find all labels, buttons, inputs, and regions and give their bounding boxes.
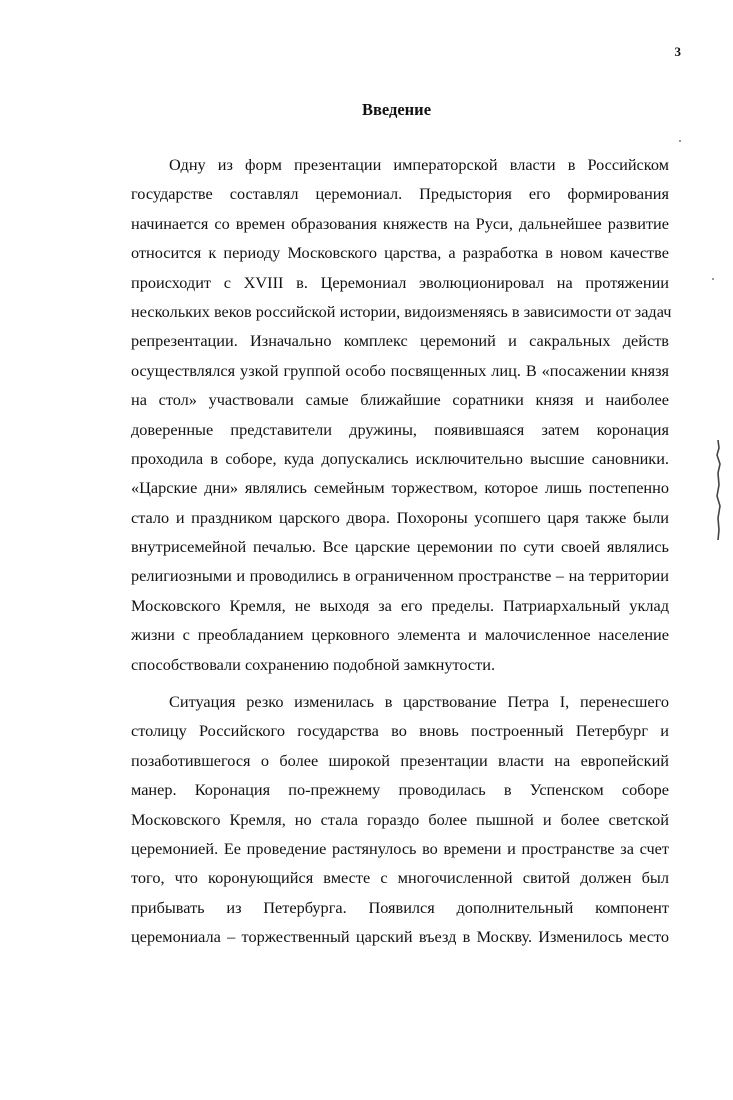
text-line: манер. Коронация по-прежнему проводилась в Успенском соборе xyxy=(131,780,669,800)
scan-speck xyxy=(712,278,714,280)
text-line: происходит с XVIII в. Церемониал эволюционировал на протяжении xyxy=(131,272,669,292)
margin-scan-mark xyxy=(715,440,722,540)
page-number: 3 xyxy=(674,44,681,59)
text-line: нескольких веков российской истории, видоизменяясь в зависимости от задач xyxy=(131,301,672,321)
text-line: способствовали сохранению подобной замкнутости. xyxy=(131,654,496,674)
text-line: прибывать из Петербурга. Появился дополнительный компонент xyxy=(131,897,669,917)
text-line: жизни с преобладанием церковного элемента и малочисленное население xyxy=(131,625,669,645)
text-line: проходила в соборе, куда допускались исключительно высшие сановники. xyxy=(131,448,669,468)
text-line: «Царские дни» являлись семейным торжеством, которое лишь постепенно xyxy=(131,478,669,498)
text-line: на стол» участвовали самые ближайшие соратники князя и наиболее xyxy=(131,390,669,410)
text-line: церемонией. Ее проведение растянулось во времени и пространстве за счет xyxy=(131,838,669,858)
text-line: репрезентации. Изначально комплекс церемоний и сакральных действ xyxy=(131,331,669,351)
text-line: Московского Кремля, но стала гораздо более пышной и более светской xyxy=(131,809,669,829)
text-line: столицу Российского государства во вновь построенный Петербург и xyxy=(131,721,669,741)
scan-speck xyxy=(679,140,681,142)
text-line: церемониала – торжественный царский въезд в Москву. Изменилось место xyxy=(131,927,669,947)
text-line: государстве составлял церемониал. Предыстория его формирования xyxy=(131,184,669,204)
paragraph-1 xyxy=(131,150,672,679)
text-line: позаботившегося о более широкой презентации власти на европейский xyxy=(131,750,669,770)
text-line: религиозными и проводились в ограниченном пространстве – на территории xyxy=(131,566,669,586)
text-line: того, что коронующийся вместе с многочисленной свитой должен был xyxy=(131,868,669,888)
body-text xyxy=(131,150,672,952)
text-line: внутрисемейной печалью. Все царские церемонии по сути своей являлись xyxy=(131,537,669,557)
text-line: начинается со времен образования княжеств на Руси, дальнейшее развитие xyxy=(131,213,669,233)
text-line: осуществлялся узкой группой особо посвященных лиц. В «посажении князя xyxy=(131,360,669,380)
paragraph-gap xyxy=(131,679,669,687)
paragraph-2 xyxy=(131,687,669,952)
text-line: доверенные представители дружины, появившаяся затем коронация xyxy=(131,419,669,439)
text-line: Ситуация резко изменилась в царствование Петра I, перенесшего xyxy=(169,692,669,712)
text-line: относится к периоду Московского царства, а разработка в новом качестве xyxy=(131,243,669,263)
text-line: Одну из форм презентации императорской власти в Российском xyxy=(169,155,669,174)
text-line: стало и праздником царского двора. Похороны усопшего царя также были xyxy=(131,507,669,527)
page-title: Введение xyxy=(361,100,432,119)
text-line: Московского Кремля, не выходя за его пределы. Патриархальный уклад xyxy=(131,595,669,615)
